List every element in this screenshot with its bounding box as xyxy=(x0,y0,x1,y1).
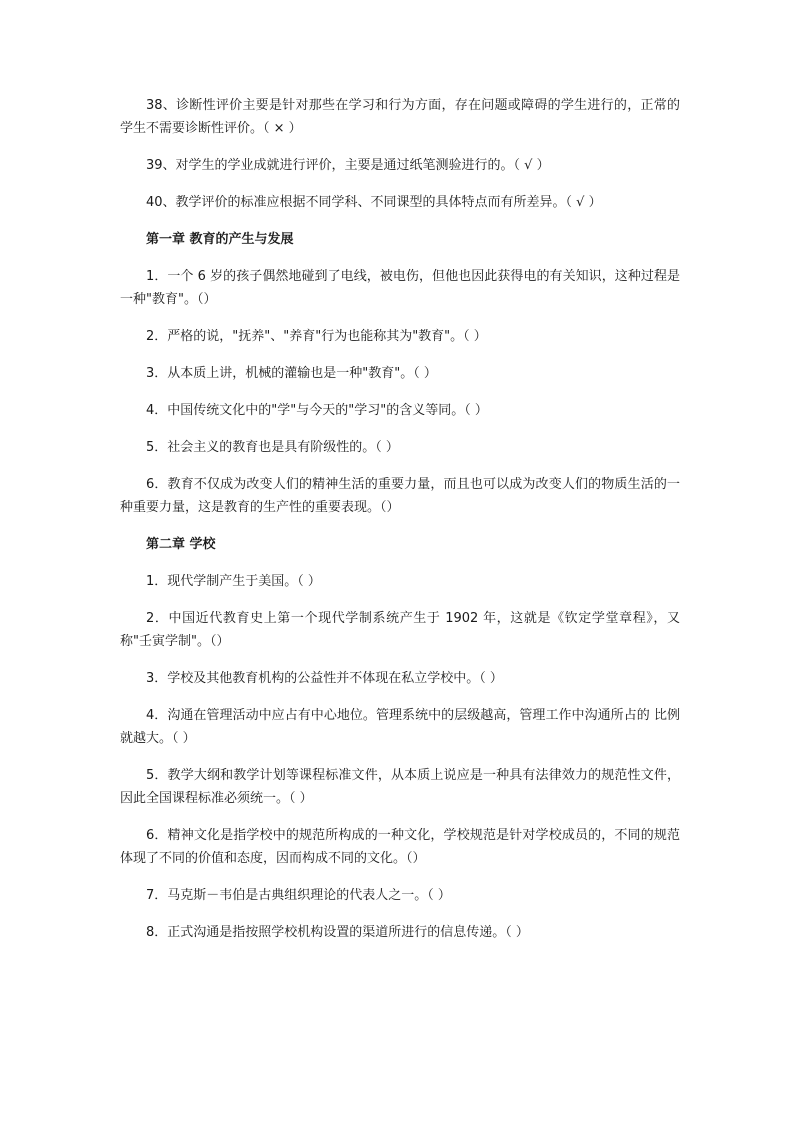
chapter-2-question-6: 6．精神文化是指学校中的规范所构成的一种文化，学校规范是针对学校成员的，不同的规范体现了不同的价值和态度，因而构成不同的文化。（） xyxy=(120,828,680,866)
question-40: 40、教学评价的标准应根据不同学科、不同课型的具体特点而有所差异。（ √ ） xyxy=(146,195,602,210)
chapter-2-question-8: 8．正式沟通是指按照学校机构设置的渠道所进行的信息传递。（ ） xyxy=(146,925,529,940)
question-39: 39、对学生的学业成就进行评价，主要是通过纸笔测验进行的。（ √ ） xyxy=(146,158,550,173)
chapter-1-question-6: 6．教育不仅成为改变人们的精神生活的重要力量，而且也可以成为改变人们的物质生活的一种重要力量，这是教育的生产性的重要表现。（） xyxy=(120,477,680,515)
chapter-1-question-3: 3．从本质上讲，机械的灌输也是一种"教育"。（ ） xyxy=(146,366,437,381)
chapter-2-question-2: 2．中国近代教育史上第一个现代学制系统产生于 1902 年，这就是《钦定学堂章程》，又称"壬寅学制"。（） xyxy=(120,611,680,649)
chapter-2-question-3: 3．学校及其他教育机构的公益性并不体现在私立学校中。（ ） xyxy=(146,671,503,686)
chapter-1-heading: 第一章 教育的产生与发展 xyxy=(146,232,294,247)
chapter-2-question-4: 4．沟通在管理活动中应占有中心地位。管理系统中的层级越高，管理工作中沟通所占的 比例就越大。（ ） xyxy=(120,708,680,746)
chapter-2-heading: 第二章 学校 xyxy=(146,537,216,552)
chapter-2-question-5: 5．教学大纲和教学计划等课程标准文件，从本质上说应是一种具有法律效力的规范性文件，因此全国课程标准必须统一。（ ） xyxy=(120,768,680,806)
chapter-2-question-1: 1．现代学制产生于美国。（ ） xyxy=(146,574,321,589)
chapter-1-question-4: 4．中国传统文化中的"学"与今天的"学习"的含义等同。（ ） xyxy=(146,403,488,418)
chapter-1-question-1: 1．一个 6 岁的孩子偶然地碰到了电线，被电伤，但他也因此获得电的有关知识，这种过程是一种"教育"。（） xyxy=(120,269,680,307)
question-38: 38、诊断性评价主要是针对那些在学习和行为方面，存在问题或障碍的学生进行的，正常的学生不需要诊断性评价。（ × ） xyxy=(120,98,680,136)
chapter-2-question-7: 7．马克斯－韦伯是古典组织理论的代表人之一。（ ） xyxy=(146,888,451,903)
document-content xyxy=(120,94,680,958)
chapter-1-question-2: 2．严格的说，"抚养"、"养育"行为也能称其为"教育"。（ ） xyxy=(146,329,487,344)
chapter-1-question-5: 5．社会主义的教育也是具有阶级性的。（ ） xyxy=(146,440,399,455)
